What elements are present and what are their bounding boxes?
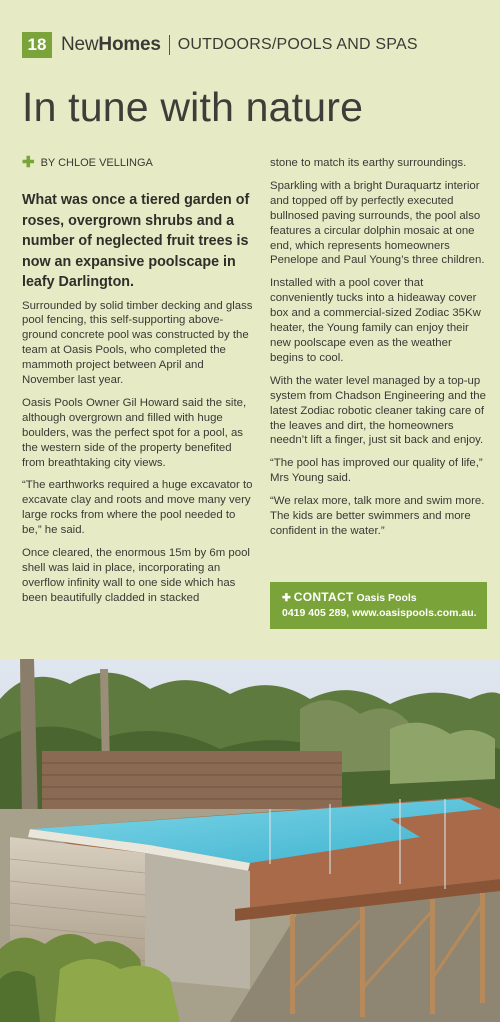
byline-text: BY CHLOE VELLINGA bbox=[40, 156, 153, 169]
paragraph: stone to match its earthy surroundings. bbox=[270, 157, 467, 169]
header-divider bbox=[169, 35, 170, 55]
plus-icon: ✚ bbox=[22, 154, 35, 171]
pool-photo bbox=[0, 659, 500, 1022]
contact-name: Oasis Pools bbox=[356, 592, 417, 604]
contact-label: CONTACT bbox=[293, 590, 354, 604]
brand-logo bbox=[61, 34, 161, 56]
page-number: 18 bbox=[22, 32, 52, 58]
section-title: OUTDOORS/POOLS AND SPAS bbox=[177, 36, 418, 53]
contact-details: 0419 405 289, www.oasispools.com.au. bbox=[282, 607, 477, 619]
paragraph: “The earthworks required a huge excavator to excavate clay and roots and move many very large rocks from where the pool needed to be,” he said. bbox=[22, 479, 253, 537]
paragraph: Oasis Pools Owner Gil Howard said the site, although overgrown and filled with huge boulders, was the perfect spot for a pool, as the western side of the property benefited from breathtaking city views. bbox=[22, 396, 247, 469]
paragraph: “The pool has improved our quality of life,” Mrs Young said. bbox=[270, 457, 483, 485]
column-left bbox=[22, 190, 254, 614]
page-header bbox=[22, 30, 490, 60]
paragraph: “We relax more, talk more and swim more. The kids are better swimmers and more confident in the water.” bbox=[270, 495, 485, 537]
paragraph: Surrounded by solid timber decking and glass pool fencing, this self-supporting above-ground concrete pool was constructed by the team at Oasis Pools, who completed the mammoth project between April and November last year. bbox=[22, 299, 253, 387]
article-headline: In tune with nature bbox=[22, 84, 364, 130]
paragraph: Installed with a pool cover that conveniently tucks into a hideaway cover box and a commercial-sized Zodiac 35Kw heater, the Young family can enjoy their new poolscape even as the weather begins to cool. bbox=[270, 277, 481, 364]
byline bbox=[22, 155, 153, 170]
plus-icon: ✚ bbox=[282, 592, 291, 604]
contact-box bbox=[270, 582, 487, 629]
paragraph: Sparkling with a bright Duraquartz interior and topped off by perfectly executed bullnosed paving surrounds, the pool also features a circular dolphin mosaic at one end, which represents homeowners Penelope and Paul Young’s three children. bbox=[270, 179, 485, 267]
brand-bold: Homes bbox=[98, 34, 161, 55]
column-right bbox=[270, 156, 486, 547]
paragraph: Once cleared, the enormous 15m by 6m pool shell was laid in place, incorporating an overflow infinity wall to one side which has been beautifully cladded in stacked bbox=[22, 547, 250, 604]
paragraph: With the water level managed by a top-up system from Chadson Engineering and the latest Zodiac robotic cleaner taking care of the leaves and dirt, the homeowners needn’t lift a finger, just sit back and enjoy. bbox=[270, 374, 486, 447]
brand-light: New bbox=[61, 34, 99, 55]
article-lede: What was once a tiered garden of roses, overgrown shrubs and a number of neglected fruit trees is now an expansive poolscape in leafy Darlington. bbox=[22, 192, 250, 290]
